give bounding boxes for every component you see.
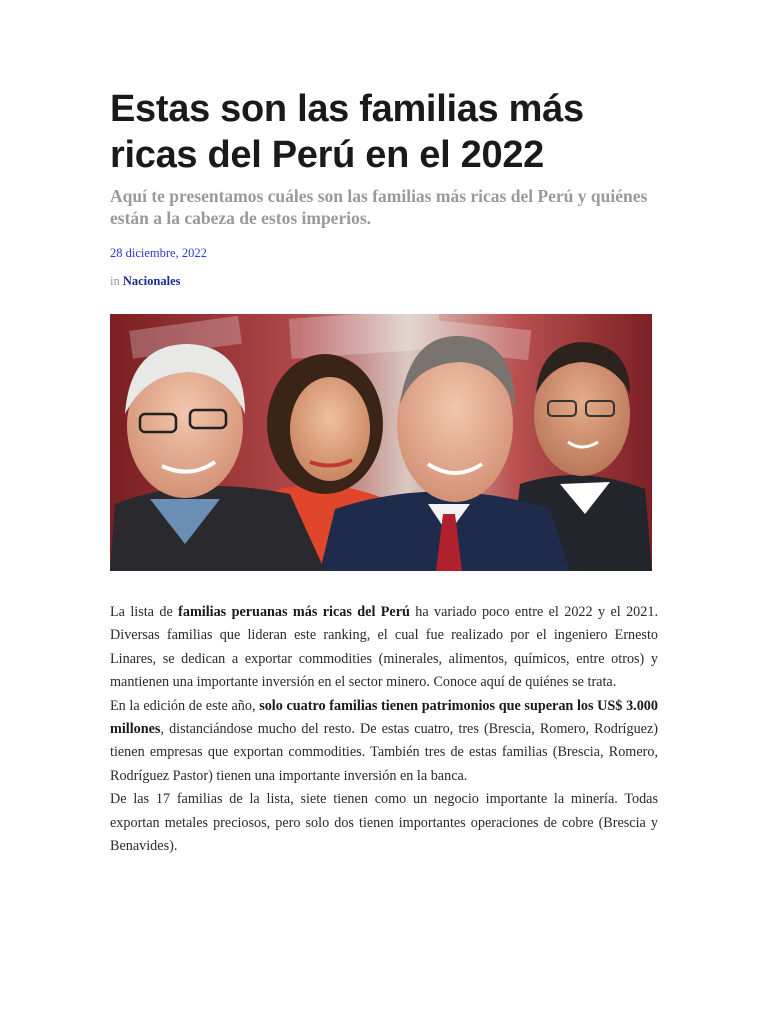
highlight-text: solo cuatro familias tienen patrimonios que superan los US$ 3.000 millones (110, 697, 658, 738)
article-subtitle: Aquí te presentamos cuáles son las familias más ricas del Perú y quiénes están a la cabeza de estos imperios. (110, 186, 648, 228)
category-prefix: in (110, 274, 120, 288)
highlight-text: familias peruanas más ricas del Perú (178, 604, 410, 620)
hero-photo-illustration (110, 314, 652, 571)
body-paragraph-3: De las 17 familias de la lista, siete tienen como un negocio importante la minería. Todas exportan metales preciosos, pero solo dos tienen importantes operaciones de cobre (Brescia y Benavides). (110, 791, 658, 855)
body-paragraph-1: La lista de familias peruanas más ricas del Perú ha variado poco entre el 2022 y el 2021. Diversas familias que lideran este ranking, el cual fue realizado por el ingeniero Ernesto Linares, se dedican a exportar commodities (minerales, alimentos, químicos, entre otros) y mantienen una importante inversión en el sector minero. Conoce aquí de quiénes se trata. (110, 604, 658, 691)
category-link[interactable]: Nacionales (122, 274, 181, 288)
publish-date-link[interactable]: 28 diciembre, 2022 (110, 246, 207, 260)
article-title: Estas son las familias más ricas del Perú en el 2022 (110, 88, 584, 176)
body-paragraph-2: En la edición de este año, solo cuatro familias tienen patrimonios que superan los US$ 3.000 millones, distanciándose mucho del resto. De estas cuatro, tres (Brescia, Romero, Rodríguez) tienen empresas que exportan commodities. También tres de estas familias (Brescia, Romero, Rodríguez Pastor) tienen una importante inversión en la banca. (110, 697, 658, 784)
category-line (110, 274, 181, 289)
article-body (110, 601, 658, 858)
hero-image (110, 314, 652, 571)
